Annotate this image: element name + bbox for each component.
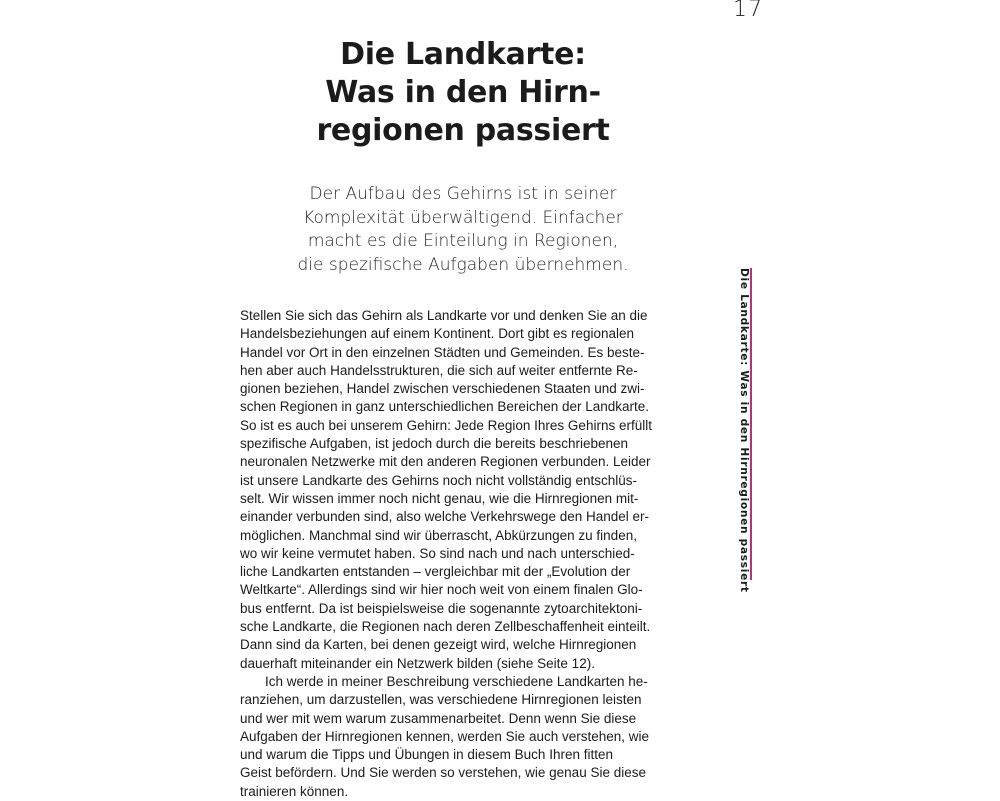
body-line: wo wir keine vermutet haben. So sind nach und nach unterschied- <box>240 545 635 561</box>
body-line: Ich werde in meiner Beschreibung verschiedene Landkarten he- <box>265 673 648 689</box>
body-line: dauerhaft miteinander ein Netzwerk bilden (siehe Seite 12). <box>240 655 595 671</box>
chapter-title <box>0 36 926 150</box>
lead-line: Komplexität überwältigend. Einfacher <box>303 207 623 228</box>
chapter-title-line: regionen passiert <box>316 113 610 148</box>
body-line: hen aber auch Handelsstrukturen, die sich auf weiter entfernte Re- <box>240 362 638 378</box>
body-line: So ist es auch bei unserem Gehirn: Jede Region Ihres Gehirns erfüllt <box>240 417 652 433</box>
running-head-vertical: Die Landkarte: Was in den Hirnregionen passiert <box>738 268 750 593</box>
chapter-title-line: Die Landkarte: <box>340 37 586 72</box>
body-line: ranziehen, um darzustellen, was verschiedene Hirnregionen leisten <box>240 692 642 708</box>
body-line: Aufgaben der Hirnregionen kennen, werden Sie auch verstehen, wie <box>240 728 650 744</box>
body-line: und warum die Tipps und Übungen in diesem Buch Ihren fitten <box>240 747 613 763</box>
body-line: liche Landkarten entstanden – vergleichbar mit der „Evolution der <box>240 564 631 580</box>
body-line: Dann sind da Karten, bei denen gezeigt wird, welche Hirnregionen <box>240 637 637 653</box>
body-line: spezifische Aufgaben, ist jedoch durch die bereits beschriebenen <box>240 436 628 452</box>
lead-line: macht es die Einteilung in Regionen, <box>307 231 619 251</box>
body-line: Geist befördern. Und Sie werden so verstehen, wie genau Sie diese <box>240 765 646 781</box>
body-line: trainieren können. <box>240 783 349 799</box>
body-line: möglichen. Manchmal sind wir überrascht, Abkürzungen zu finden, <box>240 527 637 543</box>
body-line: Handel vor Ort in den einzelnen Städten und Gemeinden. Es beste- <box>240 344 645 360</box>
body-line: Handelsbeziehungen auf einem Kontinent. Dort gibt es regionalen <box>240 326 635 342</box>
body-line: Stellen Sie sich das Gehirn als Landkarte vor und denken Sie an die <box>240 308 648 323</box>
lead-paragraph <box>0 183 926 277</box>
body-line: einander verbunden sind, also welche Verkehrswege den Handel er- <box>240 509 650 525</box>
lead-line: die spezifische Aufgaben übernehmen. <box>297 254 629 275</box>
body-line: selt. Wir wissen immer noch nicht genau, wie die Hirnregionen mit- <box>240 490 639 506</box>
body-line: sche Landkarte, die Regionen nach deren Zellbeschaffenheit einteilt. <box>240 619 651 635</box>
body-text <box>240 307 700 801</box>
body-line: ist unsere Landkarte des Gehirns noch nicht vollständig entschlüs- <box>240 472 637 488</box>
body-line: Weltkarte“. Allerdings sind wir hier noch weit von einem finalen Glo- <box>240 582 643 598</box>
lead-line: Der Aufbau des Gehirns ist in seiner <box>309 184 617 204</box>
body-line: gionen beziehen, Handel zwischen verschiedenen Staaten und zwi- <box>240 381 645 397</box>
body-line: bus entfernt. Da ist beispielsweise die sogenannte zytoarchitektoni- <box>240 600 643 616</box>
chapter-title-line: Was in den Hirn- <box>325 75 601 110</box>
body-line: schen Regionen in ganz unterschiedlichen Bereichen der Landkarte. <box>240 399 650 415</box>
body-line: und wer mit wem warum zusammenarbeitet. Denn wenn Sie diese <box>240 710 637 726</box>
page-number: 17 <box>733 0 763 22</box>
body-line: neuronalen Netzwerke mit den anderen Regionen verbunden. Leider <box>240 454 651 470</box>
